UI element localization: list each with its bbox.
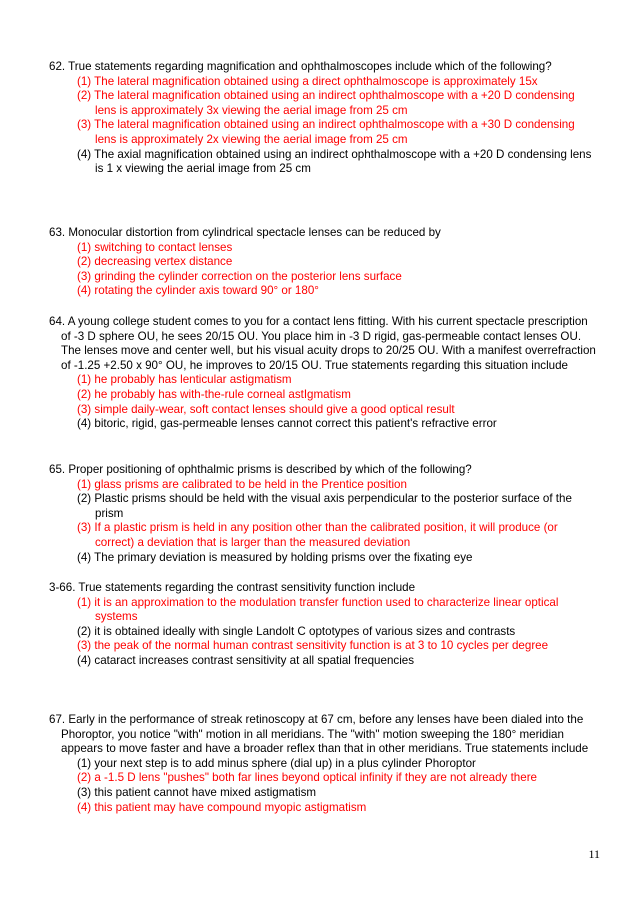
question-67: [49, 713, 597, 815]
answer-options: [49, 596, 597, 669]
answer-option: (1) your next step is to add minus sphere (dial up) in a plus cylinder Phoroptor: [77, 756, 476, 770]
answer-option: (4) this patient may have compound myopic astigmatism: [77, 800, 367, 814]
answer-option: (3) The lateral magnification obtained using an indirect ophthalmoscope with a +30 D condensing lens is approximately 2x viewing the aerial image from 25 cm: [77, 118, 575, 146]
answer-option: (4) cataract increases contrast sensitivity at all spatial frequencies: [77, 653, 415, 667]
question-62: [49, 60, 597, 177]
answer-options: [49, 373, 597, 431]
answer-option: (2) it is obtained ideally with single Landolt C optotypes of various sizes and contrasts: [77, 624, 516, 638]
answer-options: [49, 241, 597, 299]
question-stem: 67. Early in the performance of streak retinoscopy at 67 cm, before any lenses have been dialed into the Phoroptor, you notice "with" motion in all meridians. The "with" motion sweeping the 180° meridian appears to move faster and have a broader reflex than that in other meridians. True statements include: [49, 713, 589, 756]
answer-option: (4) bitoric, rigid, gas-permeable lenses cannot correct this patient's refractive error: [77, 417, 497, 431]
answer-option: (3) simple daily-wear, soft contact lenses should give a good optical result: [77, 402, 455, 416]
answer-option: (2) he probably has with-the-rule corneal astIgmatism: [77, 387, 351, 401]
answer-option: (3) If a plastic prism is held in any position other than the calibrated position, it will produce (or correct) a deviation that is larger than the measured deviation: [77, 521, 558, 549]
question-63: [49, 226, 597, 299]
answer-option: (1) switching to contact lenses: [77, 240, 233, 254]
question-66: [49, 581, 597, 669]
answer-option: (4) The primary deviation is measured by holding prisms over the fixating eye: [77, 550, 473, 564]
answer-option: (2) The lateral magnification obtained using an indirect ophthalmoscope with a +20 D condensing lens is approximately 3x viewing the aerial image from 25 cm: [77, 89, 575, 117]
question-stem: 3-66. True statements regarding the contrast sensitivity function include: [49, 581, 416, 594]
answer-option: (2) decreasing vertex distance: [77, 255, 233, 269]
answer-option: (1) it is an approximation to the modulation transfer function used to characterize linear optical systems: [77, 595, 559, 624]
answer-options: [49, 757, 597, 815]
answer-options: [49, 75, 597, 177]
question-64: [49, 315, 597, 432]
answer-option: (1) he probably has lenticular astigmatism: [77, 373, 292, 387]
answer-option: (3) the peak of the normal human contrast sensitivity function is at 3 to 10 cycles per degree: [77, 639, 549, 653]
question-stem: 65. Proper positioning of ophthalmic prisms is described by which of the following?: [49, 463, 472, 476]
answer-option: (2) Plastic prisms should be held with the visual axis perpendicular to the posterior surface of the prism: [77, 492, 572, 520]
answer-option: (3) grinding the cylinder correction on the posterior lens surface: [77, 269, 402, 283]
answer-option: (2) a -1.5 D lens "pushes" both far lines beyond optical infinity if they are not already there: [77, 771, 537, 785]
page-number: 11: [588, 847, 600, 861]
question-stem: 62. True statements regarding magnification and ophthalmoscopes include which of the following?: [49, 60, 552, 73]
question-65: [49, 463, 597, 565]
answer-option: (1) The lateral magnification obtained using a direct ophthalmoscope is approximately 15x: [77, 74, 538, 88]
answer-option: (3) this patient cannot have mixed astigmatism: [77, 785, 317, 799]
answer-option: (4) The axial magnification obtained using an indirect ophthalmoscope with a +20 D condensing lens is 1 x viewing the aerial image from 25 cm: [77, 147, 592, 176]
answer-options: [49, 478, 597, 566]
answer-option: (4) rotating the cylinder axis toward 90° or 180°: [77, 284, 319, 298]
answer-option: (1) glass prisms are calibrated to be held in the Prentice position: [77, 477, 407, 491]
question-stem: 64. A young college student comes to you for a contact lens fitting. With his current spectacle prescription of -3 D sphere OU, he sees 20/15 OU. You place him in -3 D rigid, gas-permeable contact lenses OU. The lenses move and center well, but his visual acuity drops to 20/25 OU. With a manifest overrefraction of -1.25 +2.50 x 90° OU, he improves to 20/15 OU. True statements regarding this situation include: [49, 315, 596, 372]
question-stem: 63. Monocular distortion from cylindrical spectacle lenses can be reduced by: [49, 226, 441, 239]
